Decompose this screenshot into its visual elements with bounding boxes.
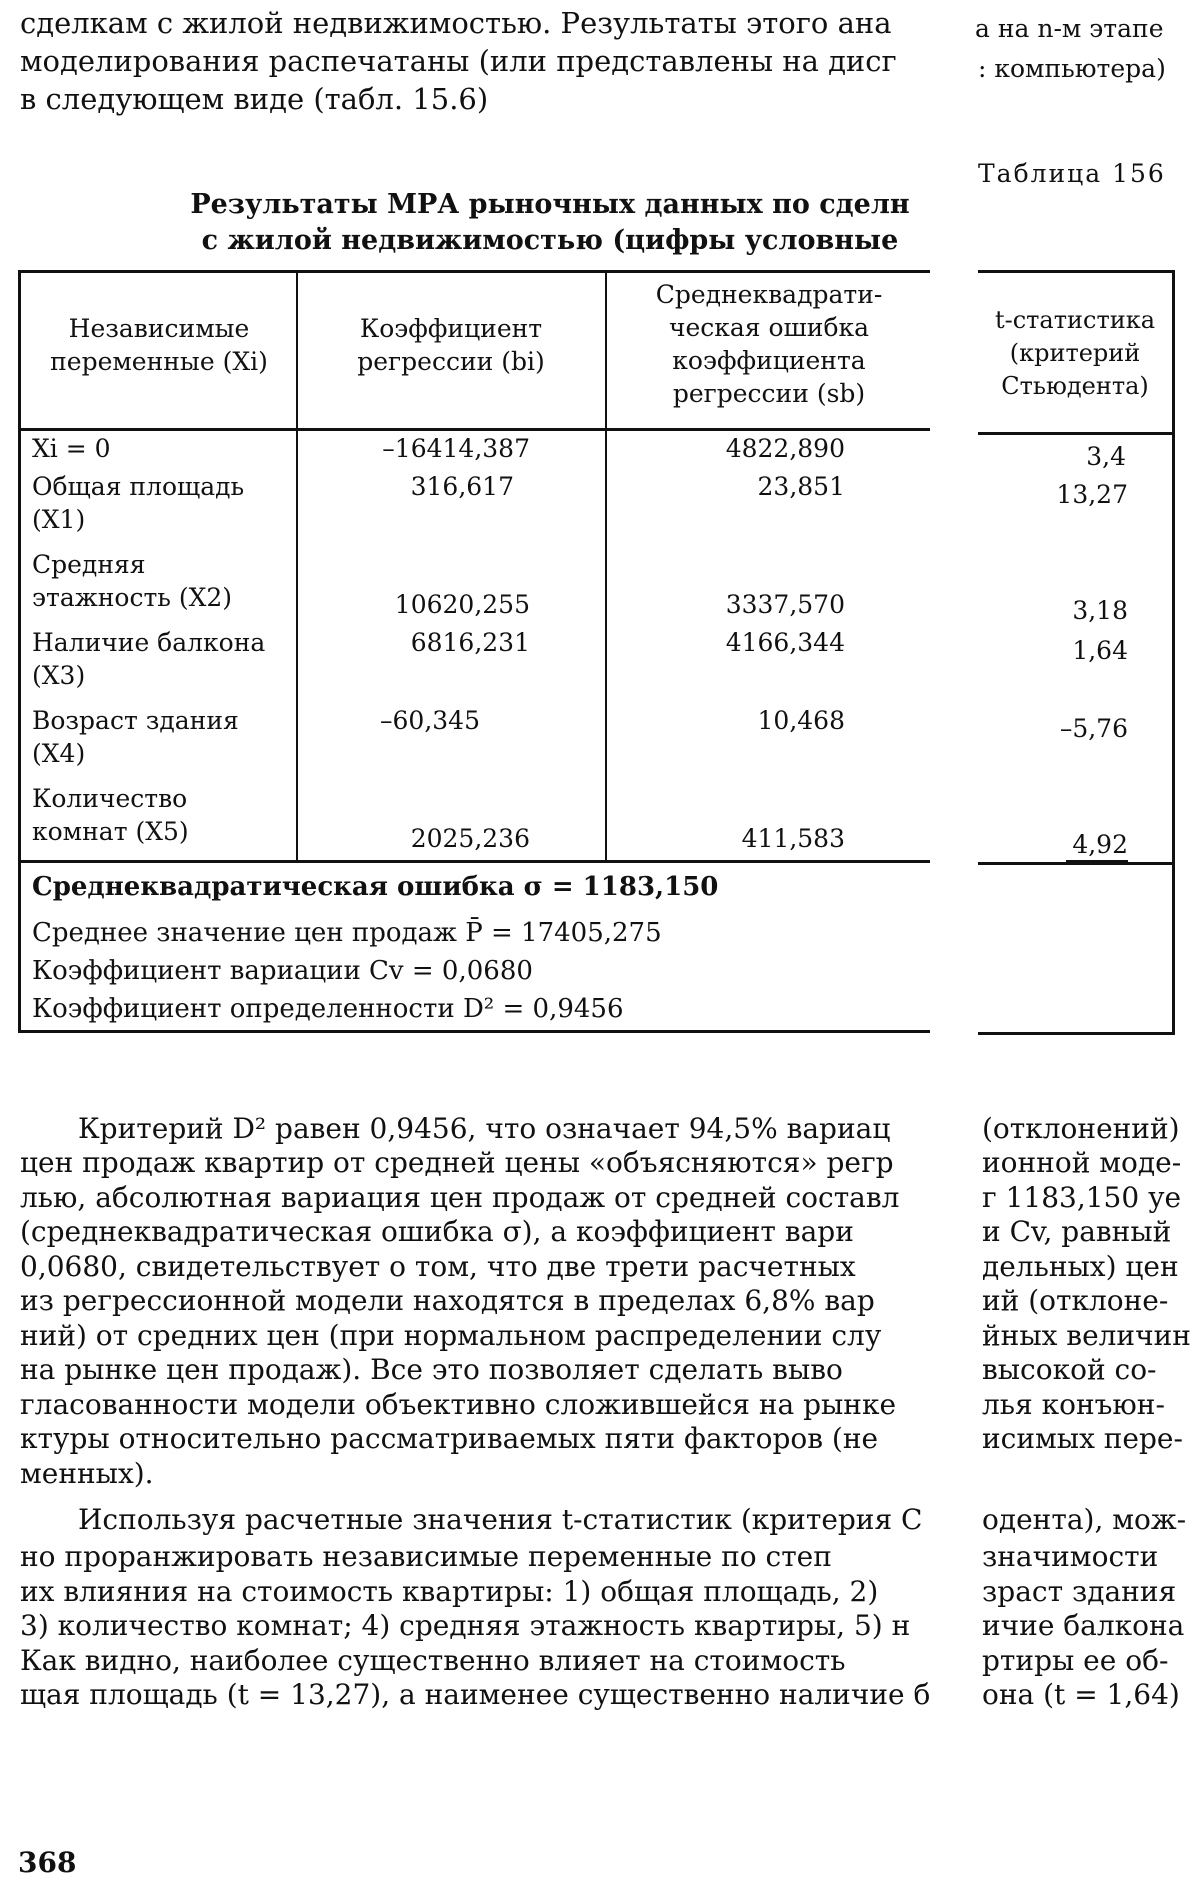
- intro-line-2: моделирования распечатаны (или представлены на дисг: [20, 44, 897, 78]
- table-title-line-1: Результаты МРА рыночных данных по сделн: [190, 189, 910, 220]
- row-6-name: Количество комнат (X5): [32, 784, 189, 846]
- body-line-5: 0,0680, свидетельствует о том, что две трети расчетных: [20, 1250, 856, 1283]
- body-line-10: ктуры относительно рассматриваемых пяти факторов (не: [20, 1422, 879, 1455]
- intro-line-3: в следующем виде (табл. 15.6): [20, 82, 489, 116]
- header-independent-vars: Независимые переменные (Xi): [50, 314, 268, 376]
- row-6-t: 4,92: [1072, 830, 1128, 859]
- header-bottom-right: [978, 432, 1174, 435]
- body-right-line-14: зраст здания: [982, 1575, 1177, 1608]
- row-2-t: 13,27: [1056, 480, 1128, 509]
- header-regression-coef: Коэффициент регрессии (bi): [357, 314, 545, 376]
- body-right-line-1: (отклонений): [982, 1112, 1180, 1145]
- summary-std-error: Среднеквадратическая ошибка σ = 1183,150: [32, 872, 719, 902]
- row-4-error: 4166,344: [725, 628, 845, 657]
- page-number: 368: [18, 1846, 77, 1879]
- body-line-9: гласованности модели объективно сложившейся на рынке: [20, 1388, 897, 1421]
- body-line-6: из регрессионной модели находятся в пределах 6,8% вар: [20, 1284, 875, 1317]
- body-right-line-13: значимости: [982, 1540, 1159, 1573]
- body-line-17: щая площадь (t = 13,27), а наименее существенно наличие б: [20, 1678, 931, 1711]
- table-label: Таблица 156: [978, 159, 1166, 188]
- row-3-name: Средняя этажность (X2): [32, 550, 233, 612]
- row-3-t: 3,18: [1072, 596, 1128, 625]
- body-line-4: (среднеквадратическая ошибка σ), а коэффициент вари: [20, 1215, 854, 1248]
- row-5-coef: –60,345: [380, 706, 480, 735]
- intro-line-1: сделкам с жилой недвижимостью. Результаты этого ана: [20, 6, 892, 40]
- body-right-line-3: г 1183,150 уе: [982, 1181, 1182, 1214]
- header-standard-error: Среднеквадрати- ческая ошибка коэффициента регрессии (sb): [655, 280, 883, 408]
- body-line-16: Как видно, наиболее существенно влияет на стоимость: [20, 1644, 846, 1677]
- summary-mean-price: Среднее значение цен продаж P̄ = 17405,275: [32, 918, 662, 948]
- t-value-underline: [1066, 860, 1128, 862]
- row-6-coef: 2025,236: [410, 824, 530, 853]
- header-bottom-left: [18, 428, 930, 431]
- row-2-name: Общая площадь (X1): [32, 472, 245, 534]
- body-right-line-4: и Cv, равный: [982, 1215, 1172, 1248]
- body-line-7: ний) от средних цен (при нормальном распределении слу: [20, 1319, 882, 1352]
- body-line-12: Используя расчетные значения t-статистик (критерия С: [78, 1503, 923, 1536]
- body-line-13: но проранжировать независимые переменные по степ: [20, 1540, 832, 1573]
- body-line-11: менных).: [20, 1457, 154, 1490]
- body-right-line-15: ичие балкона: [982, 1609, 1185, 1642]
- body-right-line-2: ионной моде-: [982, 1146, 1182, 1179]
- header-t-statistic: t-статистика (критерий Стьюдента): [994, 306, 1156, 400]
- table-top-border-left: [18, 270, 930, 273]
- body-right-line-12: одента), мож-: [982, 1503, 1187, 1536]
- body-right-line-16: ртиры ее об-: [982, 1644, 1169, 1677]
- intro-right-line-2: : компьютера): [978, 54, 1166, 83]
- body-right-line-9: лья конъюн-: [982, 1388, 1165, 1421]
- row-4-name: Наличие балкона (X3): [32, 628, 266, 690]
- body-right-line-17: она (t = 1,64): [982, 1678, 1180, 1711]
- summary-top-left: [18, 860, 930, 863]
- row-6-error: 411,583: [741, 824, 845, 853]
- row-5-name: Возраст здания (X4): [32, 706, 239, 768]
- row-1-t: 3,4: [1086, 442, 1126, 471]
- body-right-line-10: исимых пере-: [982, 1422, 1183, 1455]
- row-3-coef: 10620,255: [394, 590, 530, 619]
- summary-variation-coef: Коэффициент вариации Cv = 0,0680: [32, 956, 533, 986]
- row-3-error: 3337,570: [725, 590, 845, 619]
- summary-top-right: [978, 862, 1174, 865]
- body-right-line-7: йных величин: [982, 1319, 1191, 1352]
- row-4-t: 1,64: [1072, 636, 1128, 665]
- row-1-name: Xi = 0: [32, 434, 111, 463]
- table-title-line-2: с жилой недвижимостью (цифры условные: [201, 225, 899, 256]
- body-line-14: их влияния на стоимость квартиры: 1) общая площадь, 2): [20, 1575, 879, 1608]
- body-line-8: на рынке цен продаж). Все это позволяет сделать выво: [20, 1353, 843, 1386]
- body-right-line-5: дельных) цен: [982, 1250, 1179, 1283]
- table-top-border-right: [978, 270, 1174, 273]
- row-1-error: 4822,890: [725, 434, 845, 463]
- row-5-t: –5,76: [1059, 714, 1128, 743]
- table-bottom-left: [18, 1030, 930, 1033]
- summary-determination-coef: Коэффициент определенности D² = 0,9456: [32, 994, 624, 1024]
- intro-right-line-1: а на n-м этапе: [975, 14, 1164, 43]
- body-line-2: цен продаж квартир от средней цены «объясняются» регр: [20, 1146, 894, 1179]
- row-1-coef: –16414,387: [382, 434, 530, 463]
- body-line-3: лью, абсолютная вариация цен продаж от средней составл: [20, 1181, 900, 1214]
- row-5-error: 10,468: [757, 706, 845, 735]
- row-2-coef: 316,617: [410, 472, 514, 501]
- body-right-line-8: высокой со-: [982, 1353, 1157, 1386]
- table-bottom-right: [978, 1032, 1174, 1035]
- row-4-coef: 6816,231: [410, 628, 530, 657]
- table-left-border: [18, 270, 21, 1033]
- body-line-1: Критерий D² равен 0,9456, что означает 94,5% вариац: [78, 1112, 891, 1145]
- table-right-border: [1172, 270, 1175, 1035]
- row-2-error: 23,851: [757, 472, 845, 501]
- body-line-15: 3) количество комнат; 4) средняя этажность квартиры, 5) н: [20, 1609, 911, 1642]
- body-right-line-6: ий (отклоне-: [982, 1284, 1169, 1317]
